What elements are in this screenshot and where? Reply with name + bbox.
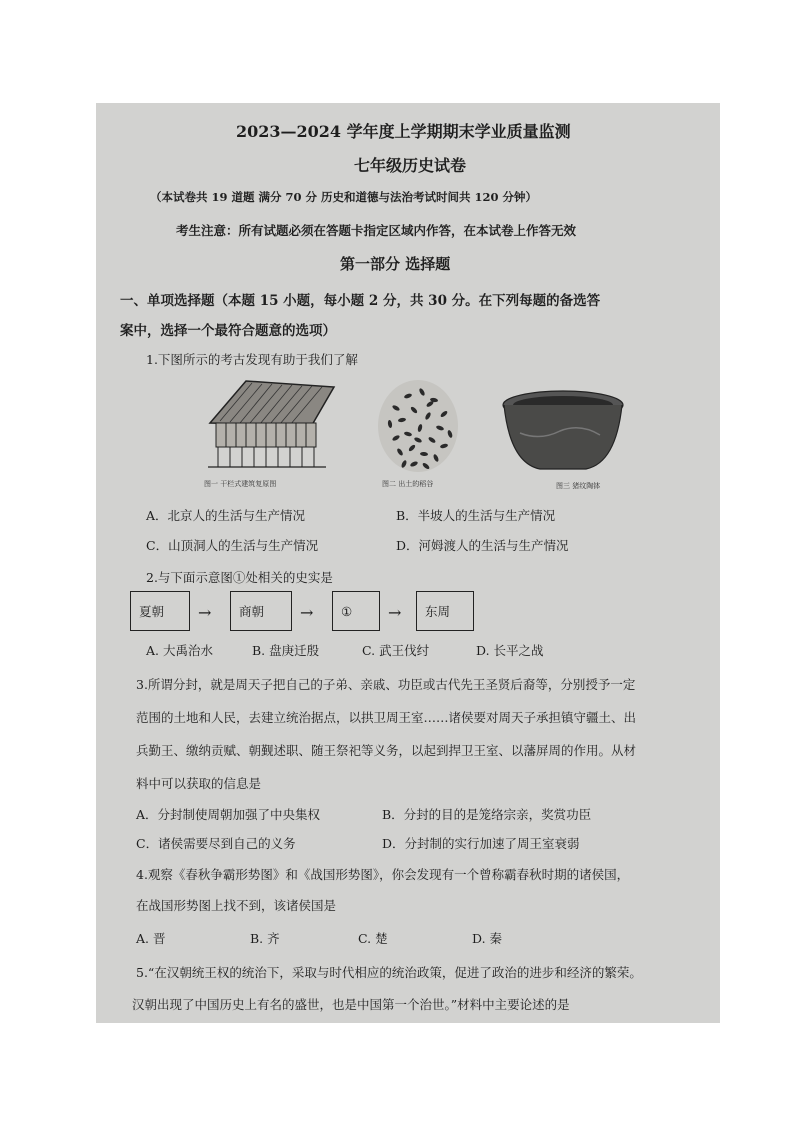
flow-box-blank: ① — [332, 591, 380, 631]
q5-line1: 5.“在汉朝统王权的统治下，采取与时代相应的统治政策，促进了政治的进步和经济的繁荣。 — [136, 965, 642, 980]
figure3-caption: 图三 猪纹陶钵 — [556, 482, 601, 490]
q2-option-d: D. 长平之战 — [476, 643, 544, 658]
flow-arrow: → — [198, 603, 212, 622]
exam-title: 2023—2024 学年度上学期期末学业质量监测 — [236, 122, 571, 141]
q2-stem: 2.与下面示意图①处相关的史实是 — [146, 570, 333, 585]
stilt-house-image — [200, 373, 340, 471]
flow-arrow: → — [300, 603, 314, 622]
exam-notice: 考生注意：所有试题必须在答题卡指定区域内作答，在本试卷上作答无效 — [176, 223, 577, 238]
flow-arrow: → — [388, 603, 402, 622]
pottery-bowl-image — [500, 383, 626, 479]
q3-line1: 3.所谓分封，就是周天子把自己的子弟、亲戚、功臣或古代先王圣贤后裔等，分别授予一定 — [136, 677, 636, 692]
figure1-caption: 图一 干栏式建筑复原图 — [204, 480, 277, 488]
section-instruction-line1: 一、单项选择题（本题 15 小题，每小题 2 分，共 30 分。在下列每题的备选答 — [120, 293, 601, 309]
q1-option-c: C．山顶洞人的生活与生产情况 — [146, 538, 319, 553]
q3-line2: 范围的土地和人民，去建立统治据点，以拱卫周王室……诸侯要对周天子承担镇守疆土、出 — [136, 710, 637, 725]
q3-option-a: A．分封制使周朝加强了中央集权 — [136, 807, 321, 822]
q4-option-c: C. 楚 — [358, 931, 388, 946]
part-heading: 第一部分 选择题 — [340, 255, 451, 273]
q4-option-b: B. 齐 — [250, 931, 280, 946]
q3-option-b: B．分封的目的是笼络宗亲，奖赏功臣 — [382, 807, 592, 822]
exam-subtitle: 七年级历史试卷 — [354, 156, 467, 175]
rice-grains-image — [376, 378, 460, 474]
q2-option-b: B. 盘庚迁殷 — [252, 643, 320, 658]
q3-line4: 料中可以获取的信息是 — [136, 776, 262, 791]
q2-option-a: A. 大禹治水 — [146, 643, 213, 658]
flow-box-shang: 商朝 — [230, 591, 292, 631]
q3-option-c: C．诸侯需要尽到自己的义务 — [136, 836, 296, 851]
q3-line3: 兵勤王、缴纳贡赋、朝觐述职、随王祭祀等义务，以起到捍卫王室、以藩屏周的作用。从材 — [136, 743, 637, 758]
q4-option-a: A. 晋 — [136, 931, 166, 946]
q3-option-d: D．分封制的实行加速了周王室衰弱 — [382, 836, 580, 851]
flow-box-xia: 夏朝 — [130, 591, 190, 631]
q1-stem: 1.下图所示的考古发现有助于我们了解 — [146, 352, 358, 367]
section-instruction-line2: 案中，选择一个最符合题意的选项） — [120, 323, 336, 339]
q4-line2: 在战国形势图上找不到，该诸侯国是 — [136, 898, 337, 913]
q1-option-a: A．北京人的生活与生产情况 — [146, 508, 306, 523]
exam-sheet — [96, 103, 720, 1023]
flow-box-dongzhou: 东周 — [416, 591, 474, 631]
exam-info: （本试卷共 19 道题 满分 70 分 历史和道德与法治考试时间共 120 分钟） — [150, 190, 538, 204]
q4-option-d: D. 秦 — [472, 931, 503, 946]
q5-line2: 汉朝出现了中国历史上有名的盛世，也是中国第一个治世。”材料中主要论述的是 — [132, 997, 570, 1012]
q2-option-c: C. 武王伐纣 — [362, 643, 430, 658]
q1-option-b: B．半坡人的生活与生产情况 — [396, 508, 556, 523]
q4-line1: 4.观察《春秋争霸形势图》和《战国形势图》，你会发现有一个曾称霸春秋时期的诸侯国， — [136, 867, 630, 882]
figure2-caption: 图二 出土的稻谷 — [382, 480, 434, 488]
q1-option-d: D．河姆渡人的生活与生产情况 — [396, 538, 569, 553]
